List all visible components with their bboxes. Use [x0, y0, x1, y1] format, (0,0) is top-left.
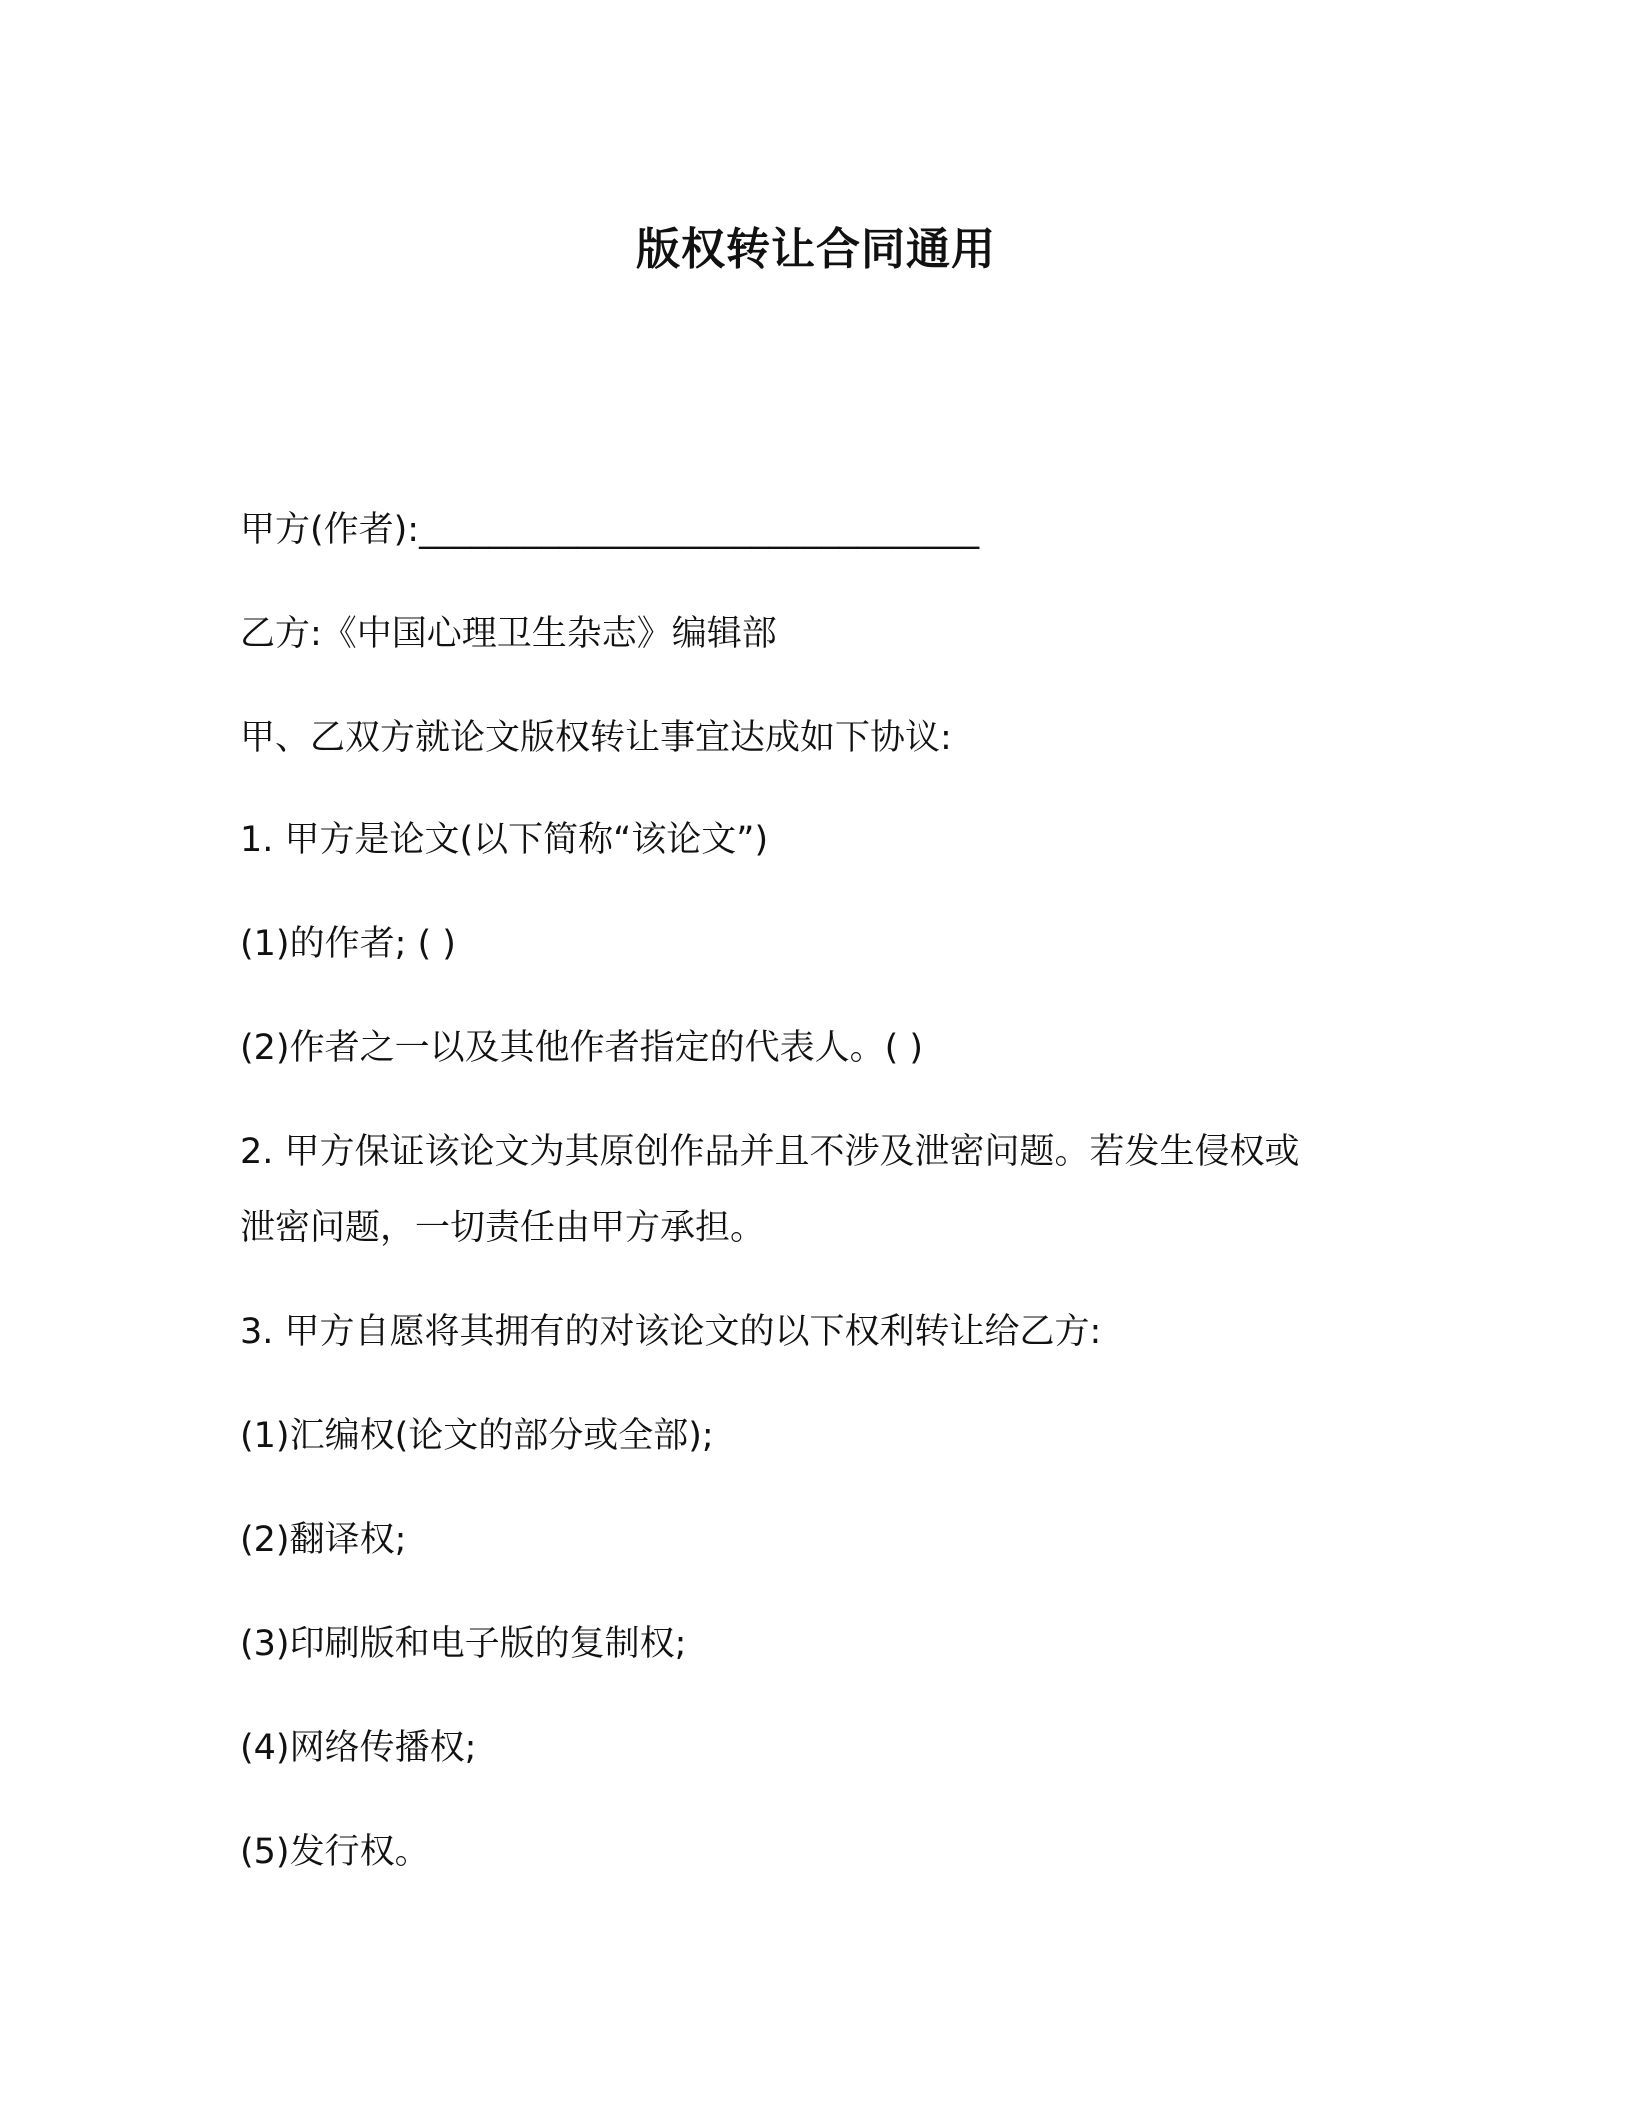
clause-3: 3. 甲方自愿将其拥有的对该论文的以下权利转让给乙方:	[240, 1312, 1102, 1352]
clause-1: 1. 甲方是论文(以下简称“该论文”)	[240, 820, 769, 860]
right-item-1: (1)汇编权(论文的部分或全部);	[240, 1416, 714, 1456]
party-a-line: 甲方(作者):________________________________	[240, 510, 980, 550]
clause-1-option-2: (2)作者之一以及其他作者指定的代表人。( )	[240, 1028, 924, 1068]
right-item-2: (2)翻译权;	[240, 1520, 407, 1560]
agreement-intro: 甲、乙双方就论文版权转让事宜达成如下协议:	[240, 718, 952, 758]
clause-1-option-1: (1)的作者; ( )	[240, 924, 456, 964]
document-title: 版权转让合同通用	[636, 224, 996, 275]
clause-2-line-2: 泄密问题，一切责任由甲方承担。	[240, 1208, 766, 1248]
party-b-line: 乙方:《中国心理卫生杂志》编辑部	[240, 614, 777, 654]
right-item-5: (5)发行权。	[240, 1832, 430, 1872]
right-item-3: (3)印刷版和电子版的复制权;	[240, 1624, 687, 1664]
clause-2-line-1: 2. 甲方保证该论文为其原创作品并且不涉及泄密问题。若发生侵权或	[240, 1132, 1300, 1172]
right-item-4: (4)网络传播权;	[240, 1728, 477, 1768]
